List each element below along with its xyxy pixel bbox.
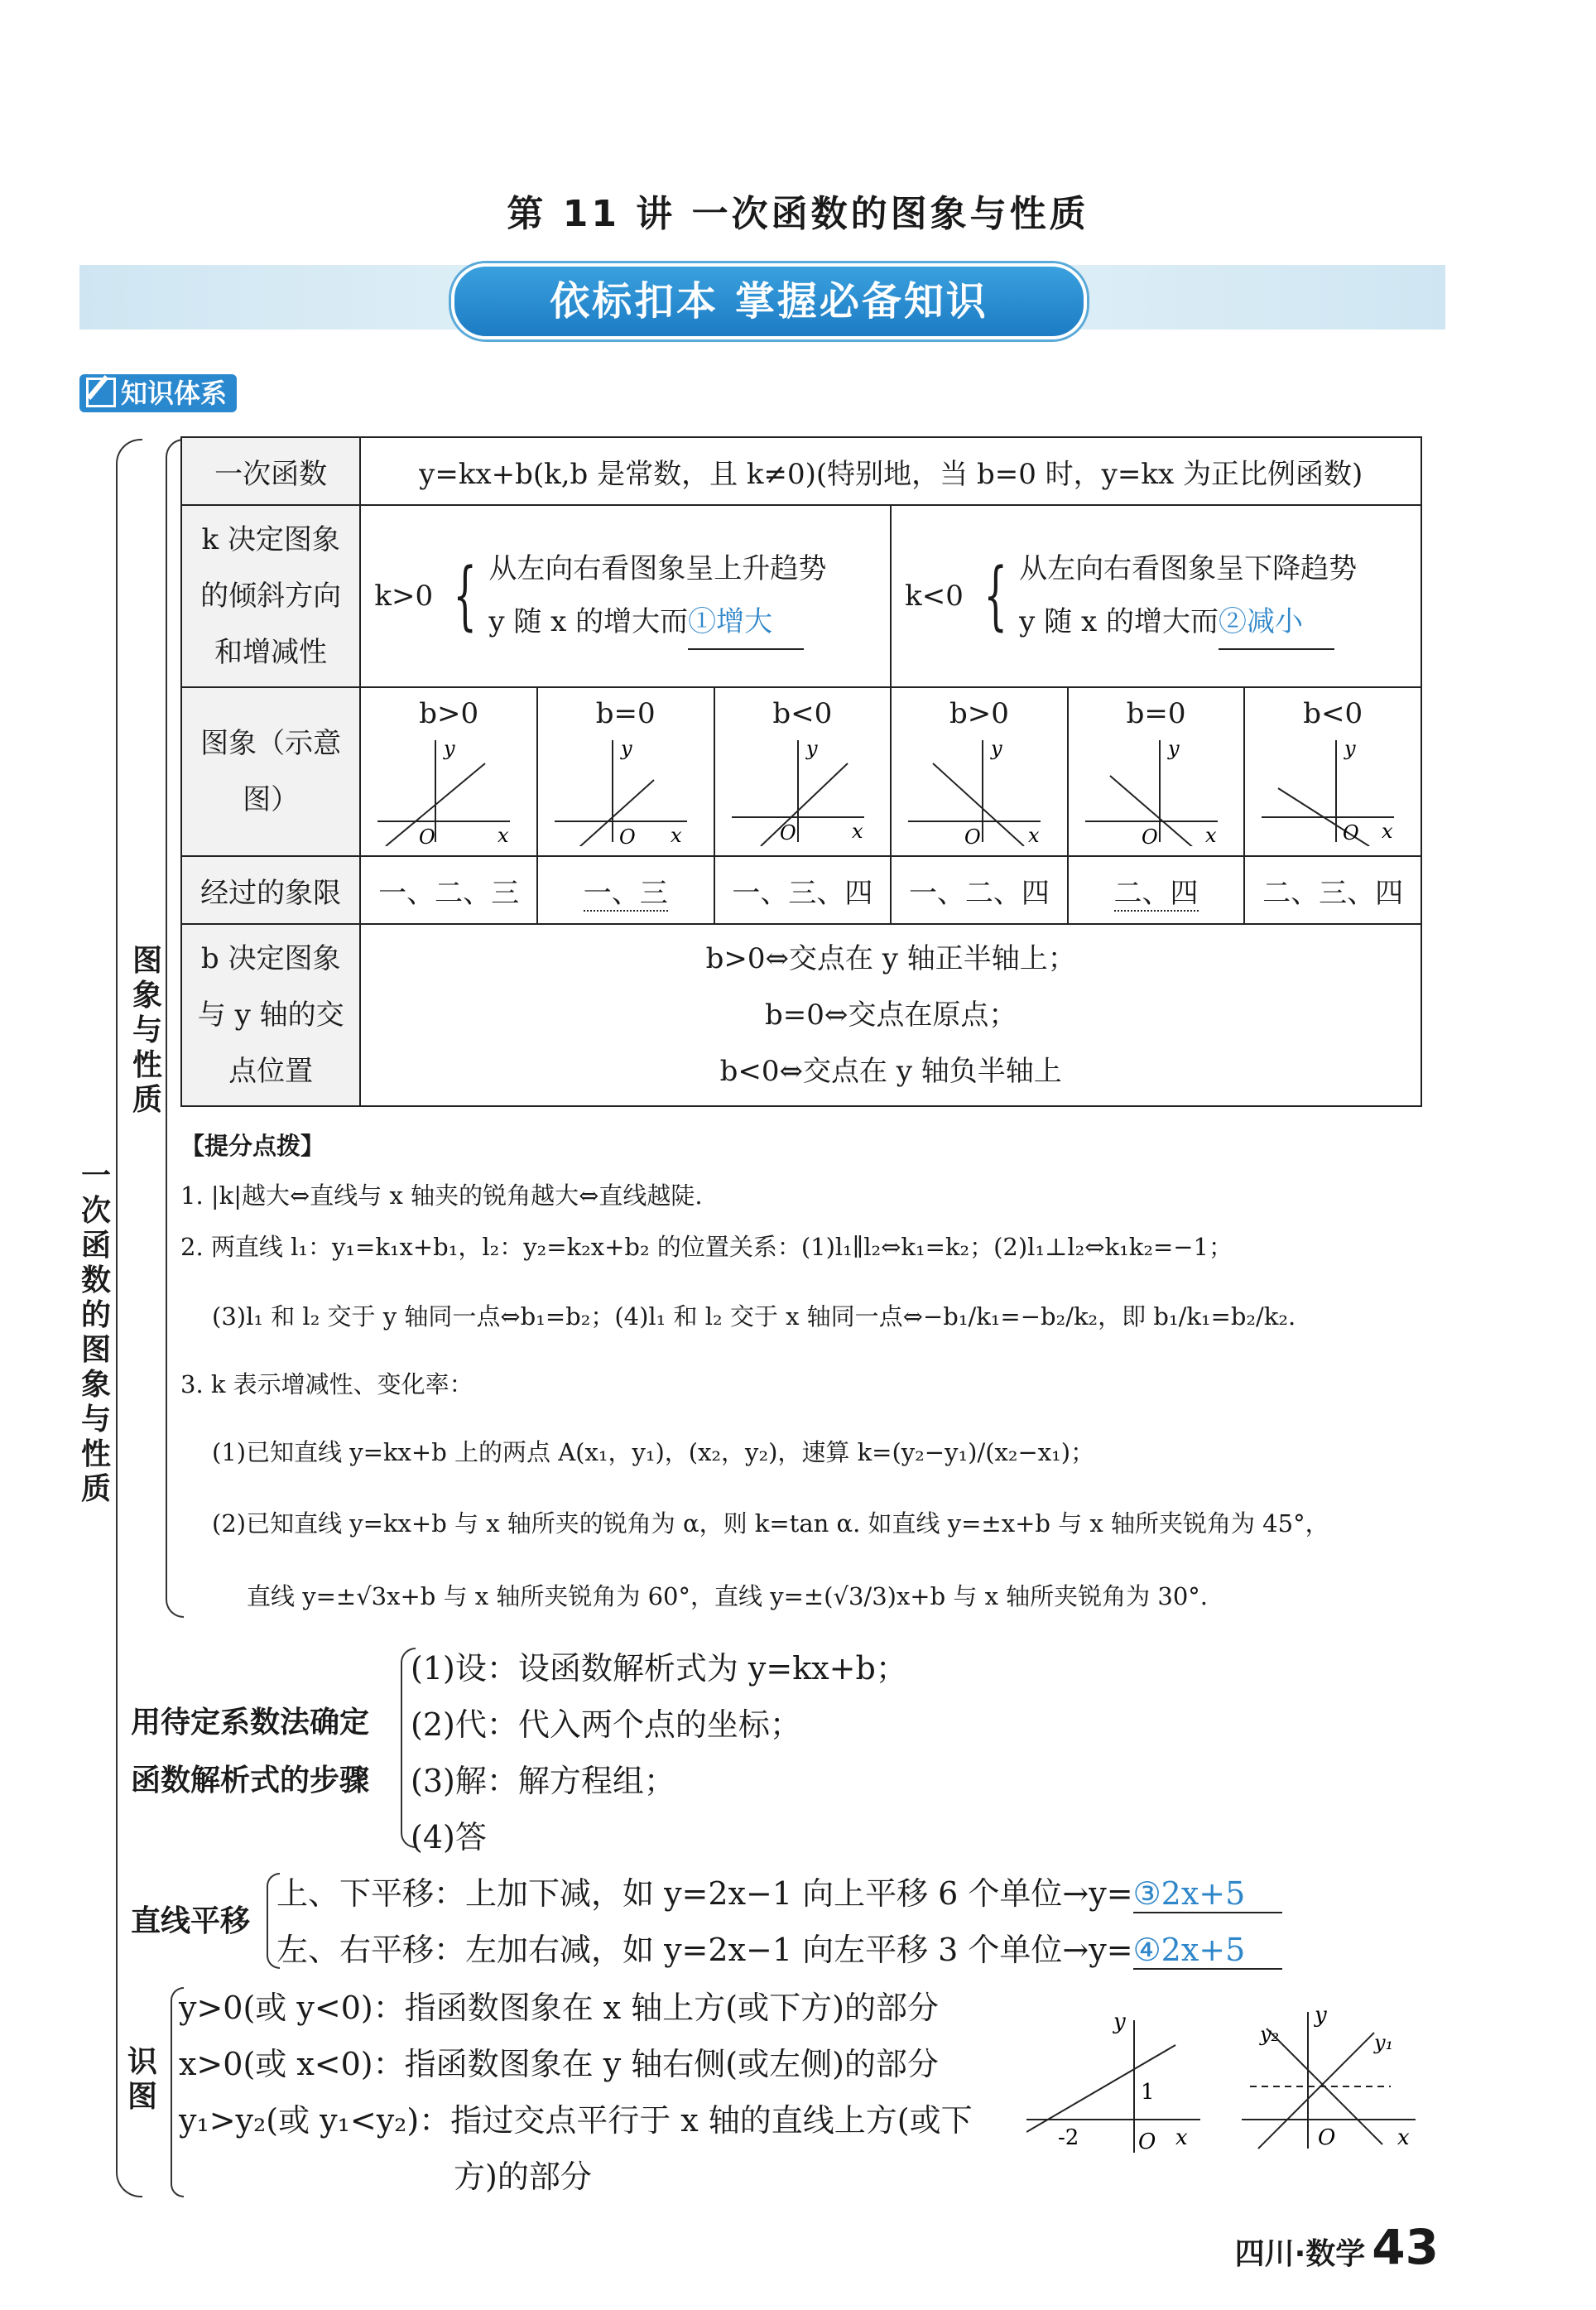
svg-text:y: y	[1167, 737, 1180, 760]
shift-line-1-text: 上、下平移：上加下减，如 y=2x−1 向上平移 6 个单位→y=	[276, 1875, 1133, 1912]
fig2-y: y	[1315, 2004, 1327, 2028]
svg-text:y: y	[991, 737, 1002, 760]
kneg-cond: k<0	[905, 580, 964, 613]
method-step-4: (4)答	[411, 1819, 487, 1855]
tip-1: 1. |k|越大⇔直线与 x 轴夹的锐角越大⇔直线越陡.	[180, 1181, 703, 1210]
graph-4	[892, 730, 1067, 846]
fig1-y: y	[1113, 2012, 1126, 2034]
case-6: b<0	[1303, 697, 1363, 730]
svg-text:O: O	[1141, 825, 1158, 846]
graph-cell-5	[1068, 687, 1245, 856]
b-line-2: b=0⇔交点在原点；	[764, 999, 1017, 1032]
graph-2	[538, 730, 714, 846]
shift-answer-2: ④2x+5	[1133, 1932, 1282, 1970]
svg-text:y: y	[805, 737, 818, 760]
section-banner: 依标扣本 掌握必备知识	[451, 263, 1087, 339]
lesson-title: 第 11 讲 一次函数的图象与性质	[507, 193, 1089, 235]
case-2: b=0	[595, 697, 656, 730]
read-label: 识图	[127, 2045, 157, 2114]
svg-text:y: y	[1344, 737, 1356, 760]
quadrants-5-text: 二、四	[1113, 876, 1199, 910]
shift-line-1	[276, 1868, 1282, 1913]
quadrants-4: 一、二、四	[891, 856, 1068, 924]
knowledge-system-tag	[79, 374, 237, 412]
case-1: b>0	[419, 697, 479, 730]
graph-1	[361, 730, 536, 846]
method-step-3: (3)解：解方程组；	[411, 1763, 675, 1799]
page-number: 43	[1372, 2219, 1439, 2275]
graph-cell-6	[1244, 687, 1421, 856]
kneg-line1: 从左向右看图象呈下降趋势	[1019, 552, 1358, 585]
row2-kpos	[360, 505, 891, 687]
svg-text:y: y	[620, 737, 632, 760]
quadrants-5	[1068, 856, 1245, 924]
tag-label: 知识体系	[121, 378, 228, 409]
pencil-icon	[86, 378, 116, 407]
graph-cell-1	[360, 687, 537, 856]
shift-head: 直线平移	[131, 1904, 251, 1938]
shift-answer-1: ③2x+5	[1133, 1875, 1282, 1913]
read-line-3: y₁>y₂(或 y₁<y₂)：指过交点平行于 x 轴的直线上方(或下	[179, 2102, 973, 2139]
row5-head: b 决定图象与 y 轴的交点位置	[181, 924, 360, 1106]
tips-heading: 【提分点拨】	[180, 1132, 325, 1160]
b-line-3: b<0⇔交点在 y 轴负半轴上	[719, 1055, 1062, 1088]
case-5: b=0	[1126, 697, 1186, 730]
tip-3b: (2)已知直线 y=kx+b 与 x 轴所夹的锐角为 α，则 k=tan α. 如直线 y=±x+b 与 x 轴所夹锐角为 45°，	[212, 1509, 1329, 1538]
b-line-1: b>0⇔交点在 y 轴正半轴上；	[705, 942, 1076, 975]
quadrants-2	[537, 856, 714, 924]
row1-head: 一次函数	[181, 437, 360, 505]
svg-text:O: O	[1343, 821, 1360, 845]
fig1-one: 1	[1141, 2080, 1155, 2105]
graph-cell-2	[537, 687, 714, 856]
graph-cell-3	[714, 687, 892, 856]
graph-cell-4	[891, 687, 1068, 856]
fig1-x: x	[1175, 2125, 1188, 2150]
kneg-brace: {	[983, 552, 1007, 639]
row2-kneg	[891, 505, 1421, 687]
tip-2b: (3)l₁ 和 l₂ 交于 y 轴同一点⇔b₁=b₂；(4)l₁ 和 l₂ 交于 x 轴同一点⇔−b₁/k₁=−b₂/k₂，即 b₁/k₁=b₂/k₂.	[212, 1302, 1296, 1331]
footer-region: 四川·数学	[1234, 2237, 1366, 2271]
svg-text:x: x	[851, 820, 863, 843]
row5-content	[360, 924, 1421, 1106]
kpos-line1: 从左向右看图象呈上升趋势	[488, 552, 827, 585]
svg-text:x: x	[1204, 824, 1217, 846]
case-3: b<0	[772, 697, 833, 730]
kpos-line2: y 随 x 的增大而	[488, 605, 689, 638]
quadrants-3: 一、三、四	[714, 856, 892, 924]
kpos-cond: k>0	[374, 580, 434, 613]
tip-3: 3. k 表示增减性、变化率：	[180, 1370, 474, 1398]
svg-text:x: x	[498, 824, 509, 846]
fig2-y2: y₂	[1260, 2023, 1280, 2046]
method-head-1: 用待定系数法确定	[131, 1706, 370, 1740]
read-line-2: x>0(或 x<0)：指函数图象在 y 轴右侧(或左侧)的部分	[179, 2046, 939, 2082]
tip-3a: (1)已知直线 y=kx+b 上的两点 A(x₁，y₁)，(x₂，y₂)，速算 k=(y₂−y₁)/(x₂−x₁)；	[212, 1438, 1095, 1466]
graph-5	[1069, 730, 1244, 846]
svg-text:x: x	[1028, 824, 1040, 846]
row1-content: y=kx+b(k,b 是常数，且 k≠0)(特别地，当 b=0 时，y=kx 为正比例函数)	[360, 437, 1421, 505]
inner-side-label: 图象与性质	[132, 944, 162, 1117]
outer-side-label: 一次函数的图象与性质	[80, 1159, 111, 1506]
svg-text:O: O	[419, 825, 436, 846]
method-step-1: (1)设：设函数解析式为 y=kx+b；	[411, 1650, 907, 1687]
fig1-o: O	[1138, 2130, 1156, 2154]
read-line-4: 方)的部分	[454, 2158, 592, 2195]
row2-head: k 决定图象的倾斜方向和增减性	[181, 505, 360, 687]
svg-text:O: O	[618, 825, 636, 846]
method-step-2: (2)代：代入两个点的坐标；	[411, 1706, 801, 1743]
row4-head: 经过的象限	[181, 856, 360, 924]
page-footer	[1235, 2219, 1439, 2275]
shift-line-2	[276, 1924, 1282, 1970]
quadrants-2-text: 一、三	[583, 876, 668, 910]
kpos-answer: ①增大	[688, 595, 804, 650]
fig2-x: x	[1397, 2125, 1410, 2150]
svg-text:y: y	[444, 737, 455, 760]
fig2-y1: y₁	[1374, 2031, 1394, 2054]
fig2-o: O	[1318, 2125, 1336, 2150]
read-line-1: y>0(或 y<0)：指函数图象在 x 轴上方(或下方)的部分	[179, 1990, 939, 2026]
kpos-brace: {	[453, 552, 478, 639]
shift-line-2-text: 左、右平移：左加右减，如 y=2x−1 向左平移 3 个单位→y=	[276, 1932, 1133, 1968]
tip-3c: 直线 y=±√3x+b 与 x 轴所夹锐角为 60°，直线 y=±(√3/3)x+b 与 x 轴所夹锐角为 30°.	[247, 1582, 1209, 1610]
kneg-answer: ②减小	[1219, 595, 1334, 650]
svg-text:O: O	[964, 825, 981, 846]
fig1-neg2: -2	[1058, 2125, 1079, 2150]
figure-2	[1242, 2004, 1424, 2153]
kneg-line2: y 随 x 的增大而	[1019, 605, 1219, 638]
quadrants-6: 二、三、四	[1244, 856, 1421, 924]
svg-text:x: x	[1382, 820, 1393, 843]
tip-2a: 2. 两直线 l₁：y₁=k₁x+b₁，l₂：y₂=k₂x+b₂ 的位置关系：(1)l₁∥l₂⇔k₁=k₂；(2)l₁⊥l₂⇔k₁k₂=−1；	[180, 1233, 1233, 1261]
graph-3	[715, 730, 891, 846]
svg-text:O: O	[779, 821, 796, 845]
quadrants-1: 一、二、三	[360, 856, 537, 924]
svg-text:x: x	[670, 824, 682, 846]
graph-6	[1245, 730, 1421, 846]
function-table	[180, 436, 1422, 1107]
method-head-2: 函数解析式的步骤	[131, 1764, 370, 1797]
figure-1	[1026, 2012, 1209, 2161]
row3-head: 图象（示意图）	[181, 687, 360, 856]
case-4: b>0	[949, 697, 1009, 730]
